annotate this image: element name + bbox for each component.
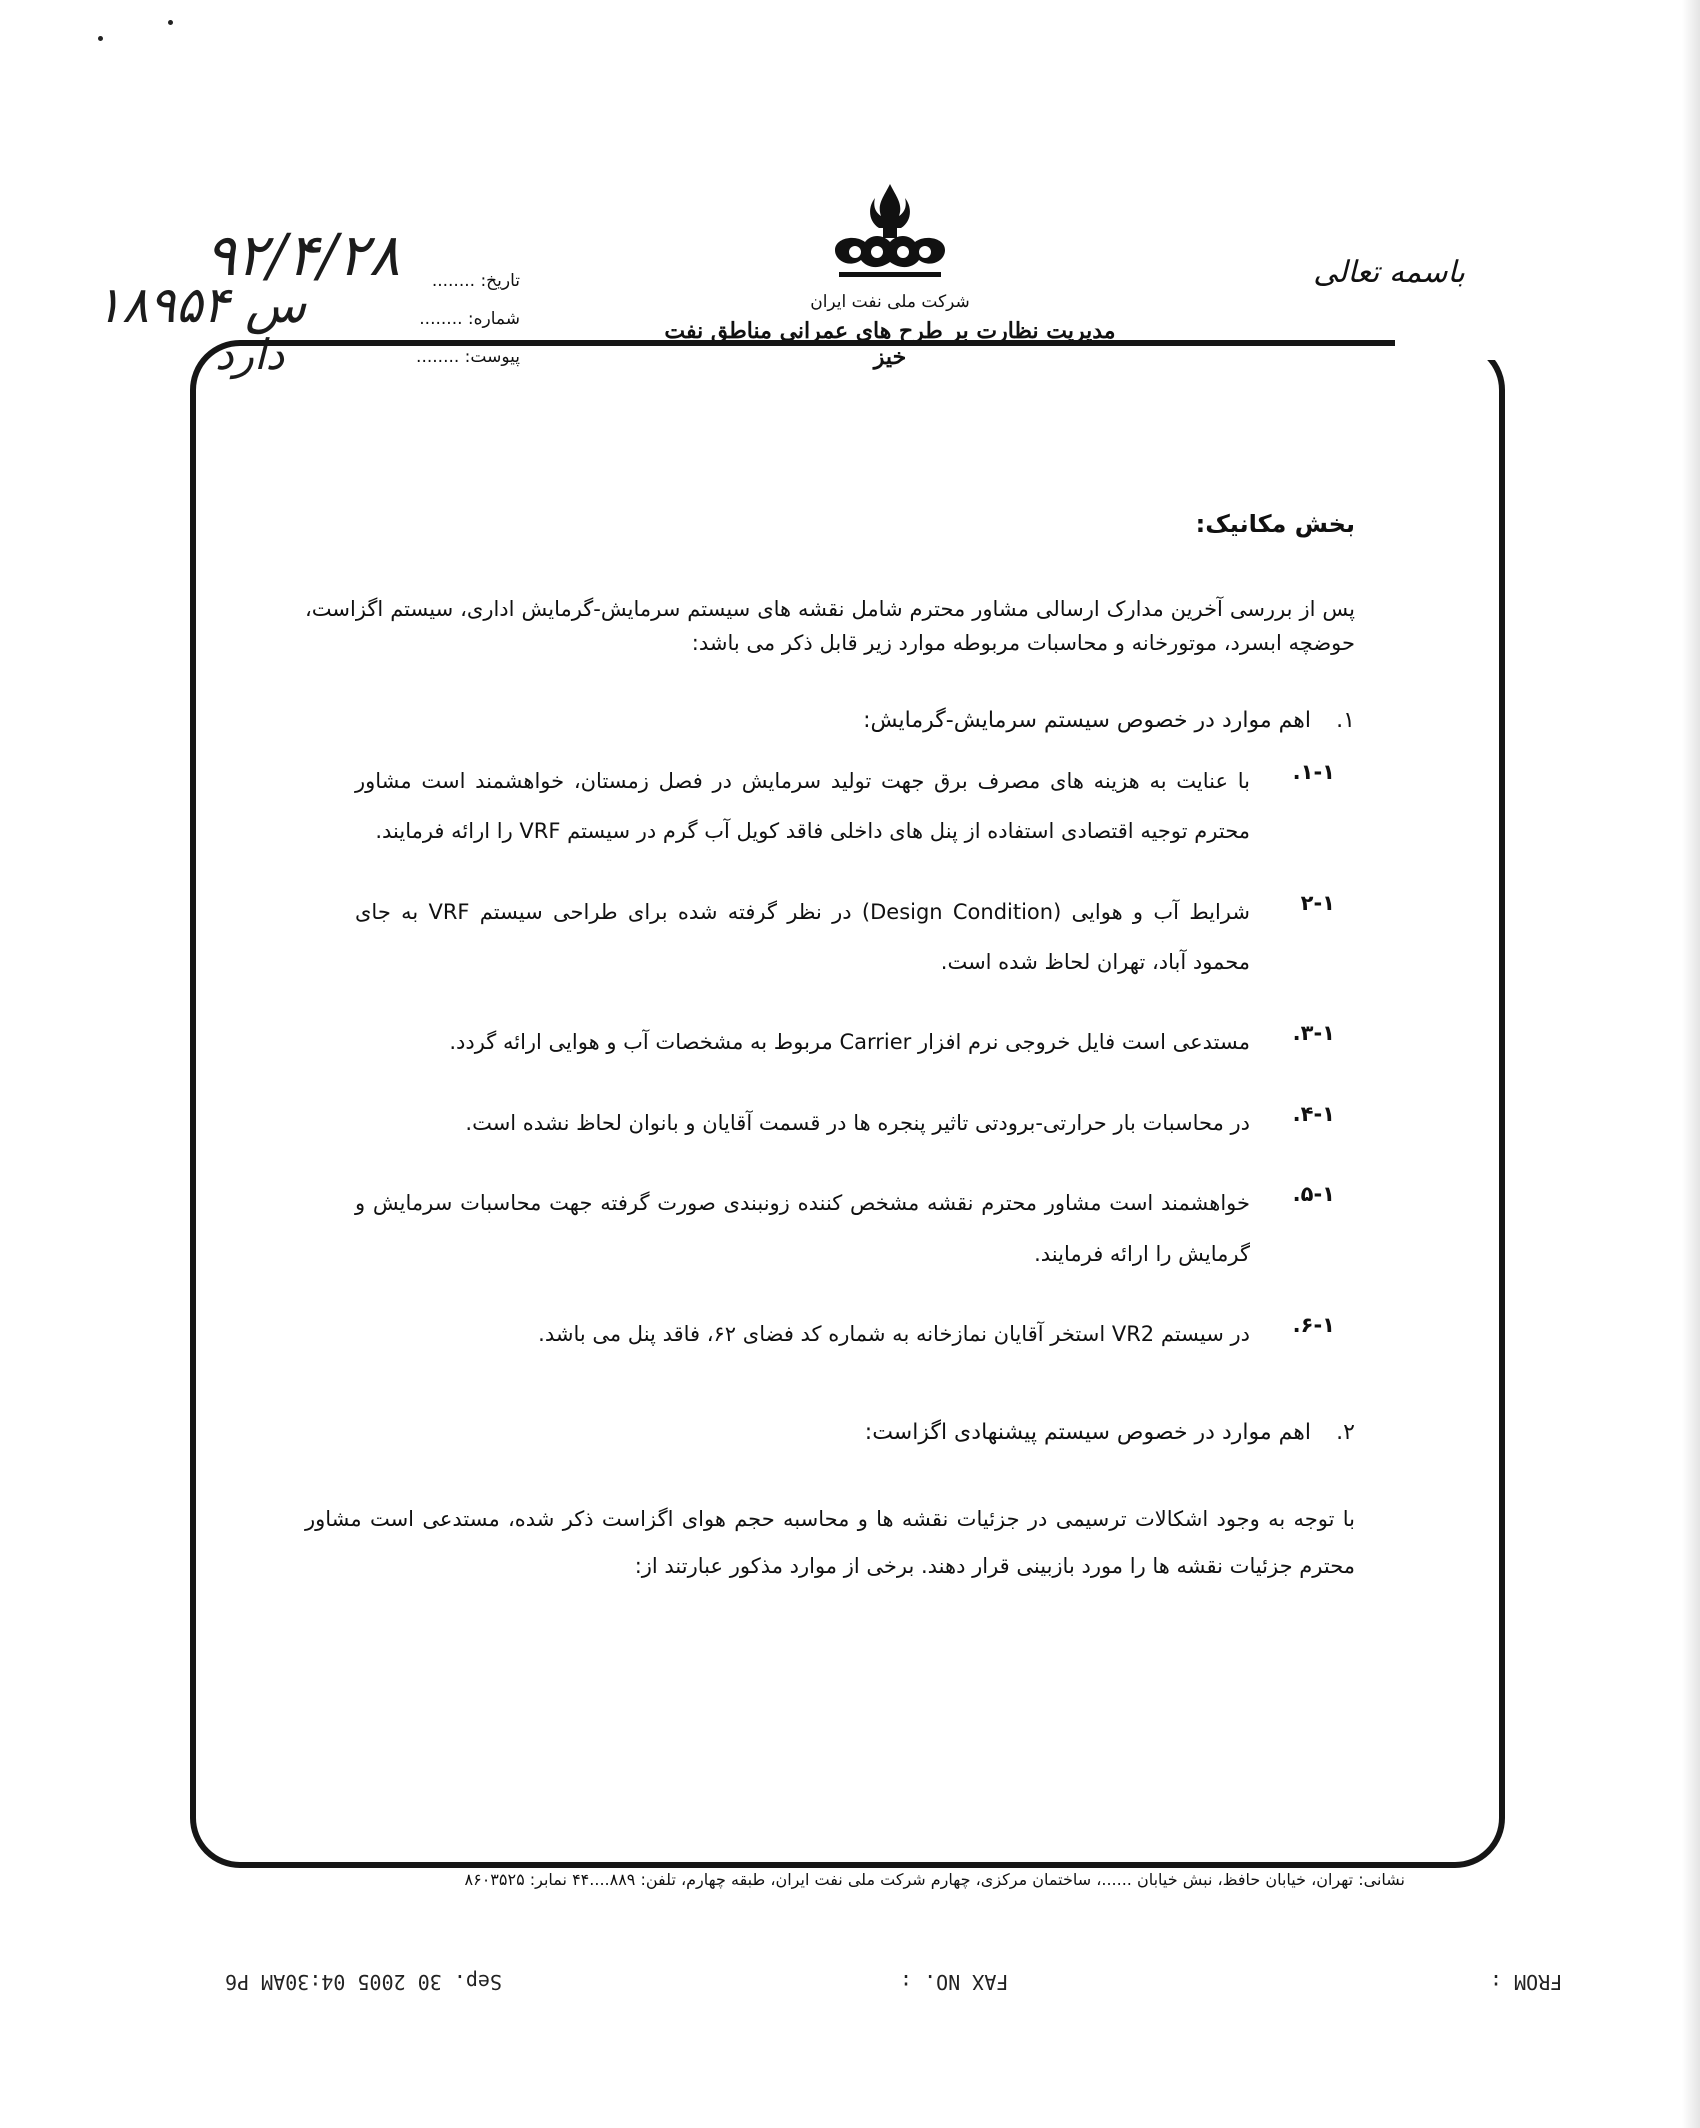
section-title-text: اهم موارد در خصوص سیستم سرمایش-گرمایش: (863, 707, 1311, 733)
item-text: مستدعی است فایل خروجی نرم افزار Carrier مربوط به مشخصات آب و هوایی ارائه گردد. (449, 1030, 1250, 1055)
intro-paragraph: پس از بررسی آخرین مدارک ارسالی مشاور محترم شامل نقشه های سیستم سرمایش-گرمایش اداری، سیستم اگزاست، حوضچه ابسرد، موتورخانه و محاسبات مربوطه موارد زیر قابل ذکر می باشد: (305, 597, 1355, 655)
item-text: با عنایت به هزینه های مصرف برق جهت تولید سرمایش در فصل زمستان، خواهشمند است مشاور محترم توجیه اقتصادی استفاده از پنل های داخلی فاقد کویل آب گرم در سیستم VRF را ارائه فرمایند. (355, 768, 1250, 844)
company-name: شرکت ملی نفت ایران (810, 292, 970, 312)
handwritten-date: ۹۲/۴/۲۸ (205, 221, 400, 289)
item-text: شرایط آب و هوایی (Design Condition) در نظر گرفته شده برای طراحی سیستم VRF به جای محمود آباد، تهران لحاظ شده است. (355, 899, 1250, 974)
list-item (305, 756, 1355, 857)
list-item (305, 1098, 1355, 1148)
item-number: ۶-۱. (1292, 1312, 1335, 1337)
bismillah-heading: باسمه تعالی (1313, 255, 1465, 290)
item-number: ۴-۱. (1292, 1101, 1335, 1126)
scan-speck (168, 20, 173, 25)
item-number: ۵-۱. (1292, 1182, 1335, 1207)
department-name: مدیریت نظارت بر طرح های عمرانی مناطق نفت خیز (664, 318, 1116, 370)
section-number: ۱. (1336, 707, 1355, 733)
frame-corner-gap (1395, 320, 1535, 360)
item-number: ۱-۱. (1292, 759, 1335, 784)
fax-from-label: FROM : (1490, 1970, 1563, 1994)
list-item (305, 1017, 1355, 1067)
scan-speck (98, 36, 103, 41)
list-item (305, 1309, 1355, 1359)
section-title-text: اهم موارد در خصوص سیستم پیشنهادی اگزاست: (864, 1420, 1311, 1446)
item-number: ۲-۱ (1300, 890, 1335, 915)
section-heading: بخش مکانیک: (1195, 510, 1355, 538)
item-text: در محاسبات بار حرارتی-برودتی تاثیر پنجره ها در قسمت آقایان و بانوان لحاظ نشده است. (465, 1110, 1250, 1135)
list-item (305, 887, 1355, 988)
scan-edge-shadow (1682, 0, 1700, 2128)
handwritten-initial: دارد (215, 330, 285, 379)
attachment-label: پیوست: ........ (416, 347, 520, 367)
fax-date-time: Sep. 30 2005 04:30AM P6 (225, 1970, 502, 1994)
fax-number-label: FAX NO. : (900, 1970, 1009, 1994)
section-1-title (305, 703, 1355, 738)
item-number: ۳-۱. (1292, 1021, 1335, 1046)
nioc-flame-logo-icon (825, 180, 955, 290)
fax-header-line (0, 1970, 1700, 2004)
number-label: شماره: ........ (419, 309, 520, 329)
item-text: خواهشمند است مشاور محترم نقشه مشخص کننده زونبندی صورت گرفته جهت محاسبات سرمایش و گرمایش را ارائه فرمایند. (355, 1191, 1250, 1266)
section-2-title (305, 1415, 1355, 1450)
closing-paragraph: با توجه به وجود اشکالات ترسیمی در جزئیات نقشه ها و محاسبه حجم هوای اگزاست ذکر شده، مستدعی است مشاور محترم جزئیات نقشه ها را مورد بازبینی قرار دهند. برخی از موارد مذکور عبارتند از: (305, 1507, 1355, 1578)
item-text: در سیستم VR2 استخر آقایان نمازخانه به شماره کد فضای ۶۲، فاقد پنل می باشد. (538, 1321, 1250, 1346)
list-item (305, 1178, 1355, 1279)
footer-address: نشانی: تهران، خیابان حافظ، نبش خیابان ......، ساختمان مرکزی، چهارم شرکت ملی نفت ایران، طبقه چهارم، تلفن: ۸۸۹....۴۴ نمابر: ۸۶۰۳۵۲۵ (464, 1870, 1405, 1889)
date-label: تاریخ: ........ (431, 271, 520, 291)
section-number: ۲. (1336, 1420, 1355, 1446)
letter-content (305, 505, 1355, 1589)
handwritten-number: س ۱۸۹۵۴ (95, 276, 307, 334)
